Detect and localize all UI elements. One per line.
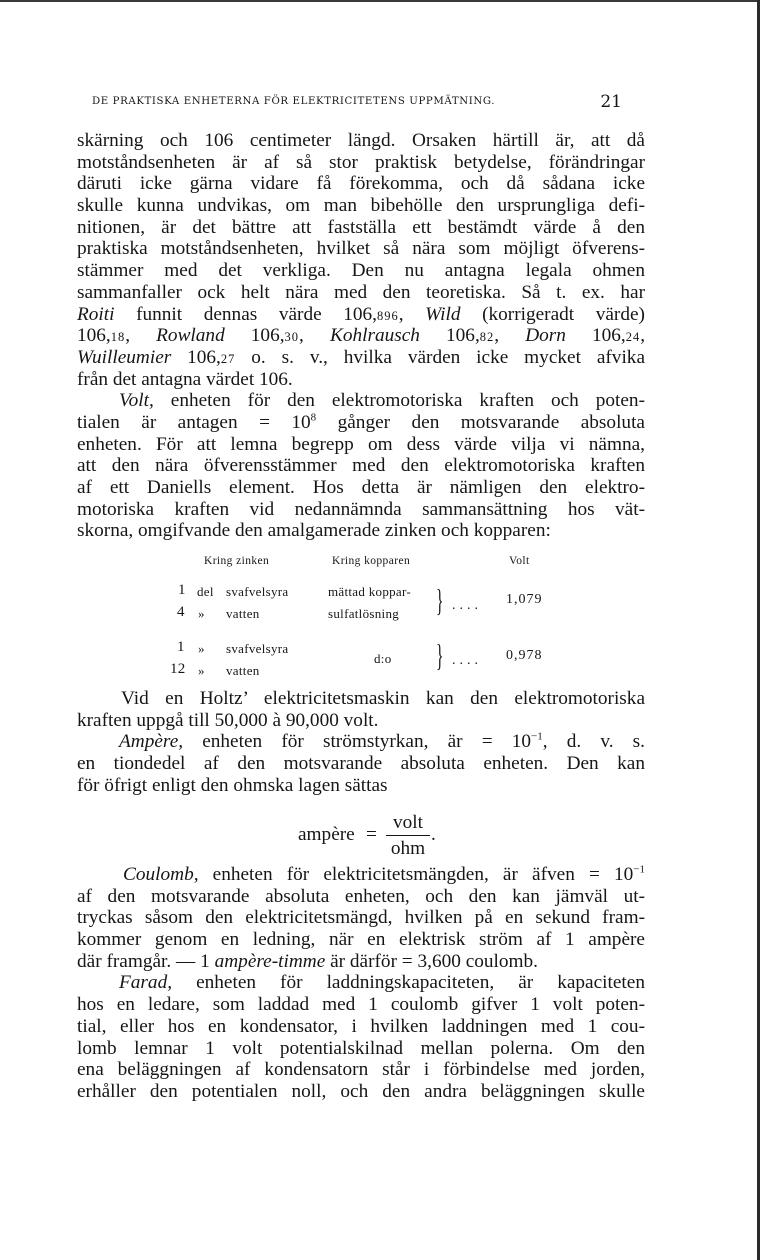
table-cell: 12 xyxy=(170,661,186,677)
page-number: 21 xyxy=(600,92,622,112)
text-run: , d. v. s. xyxy=(542,731,645,753)
text-line: af den motsvarande absoluta enheten, och den kan jämväl ut- xyxy=(77,885,645,907)
term-coulomb: Coulomb, xyxy=(123,864,199,885)
exponent: 8 xyxy=(310,411,317,424)
text-line: motståndsenheten är af så stor praktisk betydelse, förändringar xyxy=(77,151,645,173)
text-line: från det antagna värdet 106. xyxy=(77,368,293,390)
text-line: sammanfaller ock helt nära med den teoretiska. Så t. ex. har xyxy=(77,281,645,303)
text-line-values: 106,18, Rowland 106,30, Kohlrausch 106,82, Dorn 106,24, xyxy=(77,325,646,347)
text-line-coulomb xyxy=(77,864,645,886)
text-run: enheten för strömstyrkan, är = 10 xyxy=(183,731,532,753)
value-wild: 106, xyxy=(77,325,111,347)
text-line: nitionen, är det bättre att fastställa ett bestämdt värde å den xyxy=(77,216,645,238)
name-dorn: Dorn xyxy=(525,325,566,347)
text-run: där framgår. — 1 xyxy=(77,950,215,972)
formula-lhs: ampère xyxy=(298,824,355,845)
page-header xyxy=(92,92,622,114)
volt-value: 1,079 xyxy=(506,592,543,607)
name-rowland: Rowland xyxy=(156,325,225,347)
formula-equals: = xyxy=(366,824,377,845)
decimal-run: 82 xyxy=(479,330,495,345)
decimal-run: 18 xyxy=(110,330,126,345)
term-ampere: Ampère, xyxy=(119,731,184,753)
text-line: kommer genom en ledning, när en elektrisk ström af 1 ampère xyxy=(77,929,645,951)
text-line-roiti: Roiti funnit dennas värde 106,896, Wild (korrigeradt värde) xyxy=(77,303,645,325)
text-line: stämmer med det verkliga. Den nu antagna legala ohmen xyxy=(77,260,645,282)
scan-edge-top xyxy=(0,0,760,2)
text-line: erhåller den potentialen noll, och den andra beläggningen skulle xyxy=(77,1080,645,1102)
leader-dots: .... xyxy=(452,653,482,668)
table-cell: mättad koppar- xyxy=(328,584,411,599)
body-text-block-3 xyxy=(77,864,645,1103)
text-line: hos en ledare, som laddad med 1 coulomb gifver 1 volt poten- xyxy=(77,994,645,1016)
decimal-run: 27 xyxy=(220,351,236,366)
text-line: af ett Daniells element. Hos detta är nämligen den elektro- xyxy=(77,477,645,498)
table-cell: 1 xyxy=(177,639,185,655)
text-run: gånger den motsvarande absoluta xyxy=(316,411,645,433)
value-kohlrausch: 106, xyxy=(419,325,480,347)
name-kohlrausch: Kohlrausch xyxy=(329,325,420,347)
text-line: enheten. För att lemna begrepp om dess värde vilja vi nämna, xyxy=(77,433,645,455)
text-line: en tiondedel af den motsvarande absoluta enheten. Den kan xyxy=(77,753,645,775)
table-cell: » xyxy=(198,641,205,656)
text-run: är därför = 3,600 coulomb. xyxy=(325,950,538,972)
text-run: enheten för elektricitetsmängden, är äfven = 10 xyxy=(198,864,634,885)
text-line: att den nära öfverensstämmer med den elektromotoriska kraften xyxy=(77,455,645,477)
text-run: tialen är antagen = 10 xyxy=(77,411,311,433)
table-cell-ditto: d:o xyxy=(374,651,392,666)
decimal-run: 24 xyxy=(625,330,641,345)
leader-dots: .... xyxy=(452,598,482,613)
value-wuilleumier: 106, xyxy=(171,346,221,368)
text-run: enheten för den elektromotoriska kraften och poten- xyxy=(153,390,645,412)
body-text-block-2 xyxy=(77,688,645,796)
table-cell: sulfatlösning xyxy=(328,606,400,621)
text-run: o. s. v., hvilka värden icke mycket afvika xyxy=(235,346,646,368)
table-cell: del xyxy=(197,584,214,599)
table-cell: svafvelsyra xyxy=(226,641,289,656)
text-line xyxy=(77,951,645,973)
table-cell: » xyxy=(198,606,205,621)
table-cell: vatten xyxy=(226,606,260,621)
brace: } xyxy=(435,637,444,673)
daniell-table xyxy=(160,555,630,685)
body-text-block-1 xyxy=(77,130,645,542)
text-line: kraften uppgå till 50,000 à 90,000 volt. xyxy=(77,709,379,731)
name-wuilleumier: Wuilleumier xyxy=(77,346,172,368)
value-dorn: 106, xyxy=(565,325,626,347)
brace: } xyxy=(435,582,444,618)
fraction-bar xyxy=(386,835,430,836)
exponent: −1 xyxy=(633,863,645,876)
decimal-run: 30 xyxy=(284,330,300,345)
decimal-run: 896 xyxy=(376,308,399,323)
table-header: Kring kopparen xyxy=(332,555,411,567)
term-volt: Volt, xyxy=(119,390,154,412)
text-line: ena beläggningen af kondensatorn står i förbindelse med jorden, xyxy=(77,1059,645,1081)
text-line: däruti icke gärna vidare få förekomma, och då sådana icke xyxy=(77,173,645,195)
text-line: motoriska kraften vid nedannämnda sammansättning hos vät- xyxy=(77,498,645,520)
text-line-farad xyxy=(77,972,645,994)
text-line xyxy=(77,412,645,434)
text-line: lomb lemnar 1 volt potentialskilnad mellan polerna. Om den xyxy=(77,1037,645,1059)
text-line: tial, eller hos en kondensator, i hvilken laddningen med 1 cou- xyxy=(77,1015,645,1037)
formula-numerator: volt xyxy=(393,812,423,833)
running-title: DE PRAKTISKA ENHETERNA FÖR ELEKTRICITETENS UPPMÄTNING. xyxy=(92,96,496,107)
ampere-formula xyxy=(298,812,458,860)
text-run: funnit dennas värde 106, xyxy=(114,303,377,325)
formula-denominator: ohm xyxy=(390,838,426,859)
table-header: Kring zinken xyxy=(204,555,270,567)
text-line: skorna, omgifvande den amalgamerade zinken och kopparen: xyxy=(77,520,551,542)
text-line-wuilleumier xyxy=(77,347,645,369)
text-line: tryckas såsom den elektricitetsmängd, hvilken på en sekund fram- xyxy=(77,907,645,929)
exponent: −1 xyxy=(531,730,543,743)
formula-period: . xyxy=(431,824,436,845)
value-rowland: 106, xyxy=(224,325,285,347)
table-cell: » xyxy=(198,663,205,678)
table-cell: svafvelsyra xyxy=(226,584,289,599)
name-roiti: Roiti xyxy=(77,303,115,325)
text-line-ampere xyxy=(77,731,645,753)
table-cell: vatten xyxy=(226,663,260,678)
term-farad: Farad, xyxy=(119,972,173,994)
table-header: Volt xyxy=(509,555,530,567)
text-run: enheten för laddningskapaciteten, är kapaciteten xyxy=(172,972,645,994)
formula-fraction xyxy=(386,812,430,860)
volt-value: 0,978 xyxy=(506,648,543,663)
text-line: Vid en Holtz’ elektricitetsmaskin kan den elektromotoriska xyxy=(121,688,645,709)
name-wild: Wild xyxy=(425,303,461,325)
text-run: (korrigeradt värde) xyxy=(460,303,645,325)
term-ampere-timme: ampère-timme xyxy=(214,950,326,972)
text-line: skärning och 106 centimeter längd. Orsaken härtill är, att då xyxy=(77,130,645,151)
text-line: för öfrigt enligt den ohmska lagen sättas xyxy=(77,774,388,796)
text-line: praktiska motståndsenheten, hvilket så nära som möjligt öfverens- xyxy=(77,238,645,260)
table-cell: 1 xyxy=(178,582,186,598)
text-line: skulle kunna undvikas, om man bibehölle den ursprungliga defi- xyxy=(77,195,645,217)
table-cell: 4 xyxy=(177,604,185,620)
text-line-volt xyxy=(77,390,645,412)
